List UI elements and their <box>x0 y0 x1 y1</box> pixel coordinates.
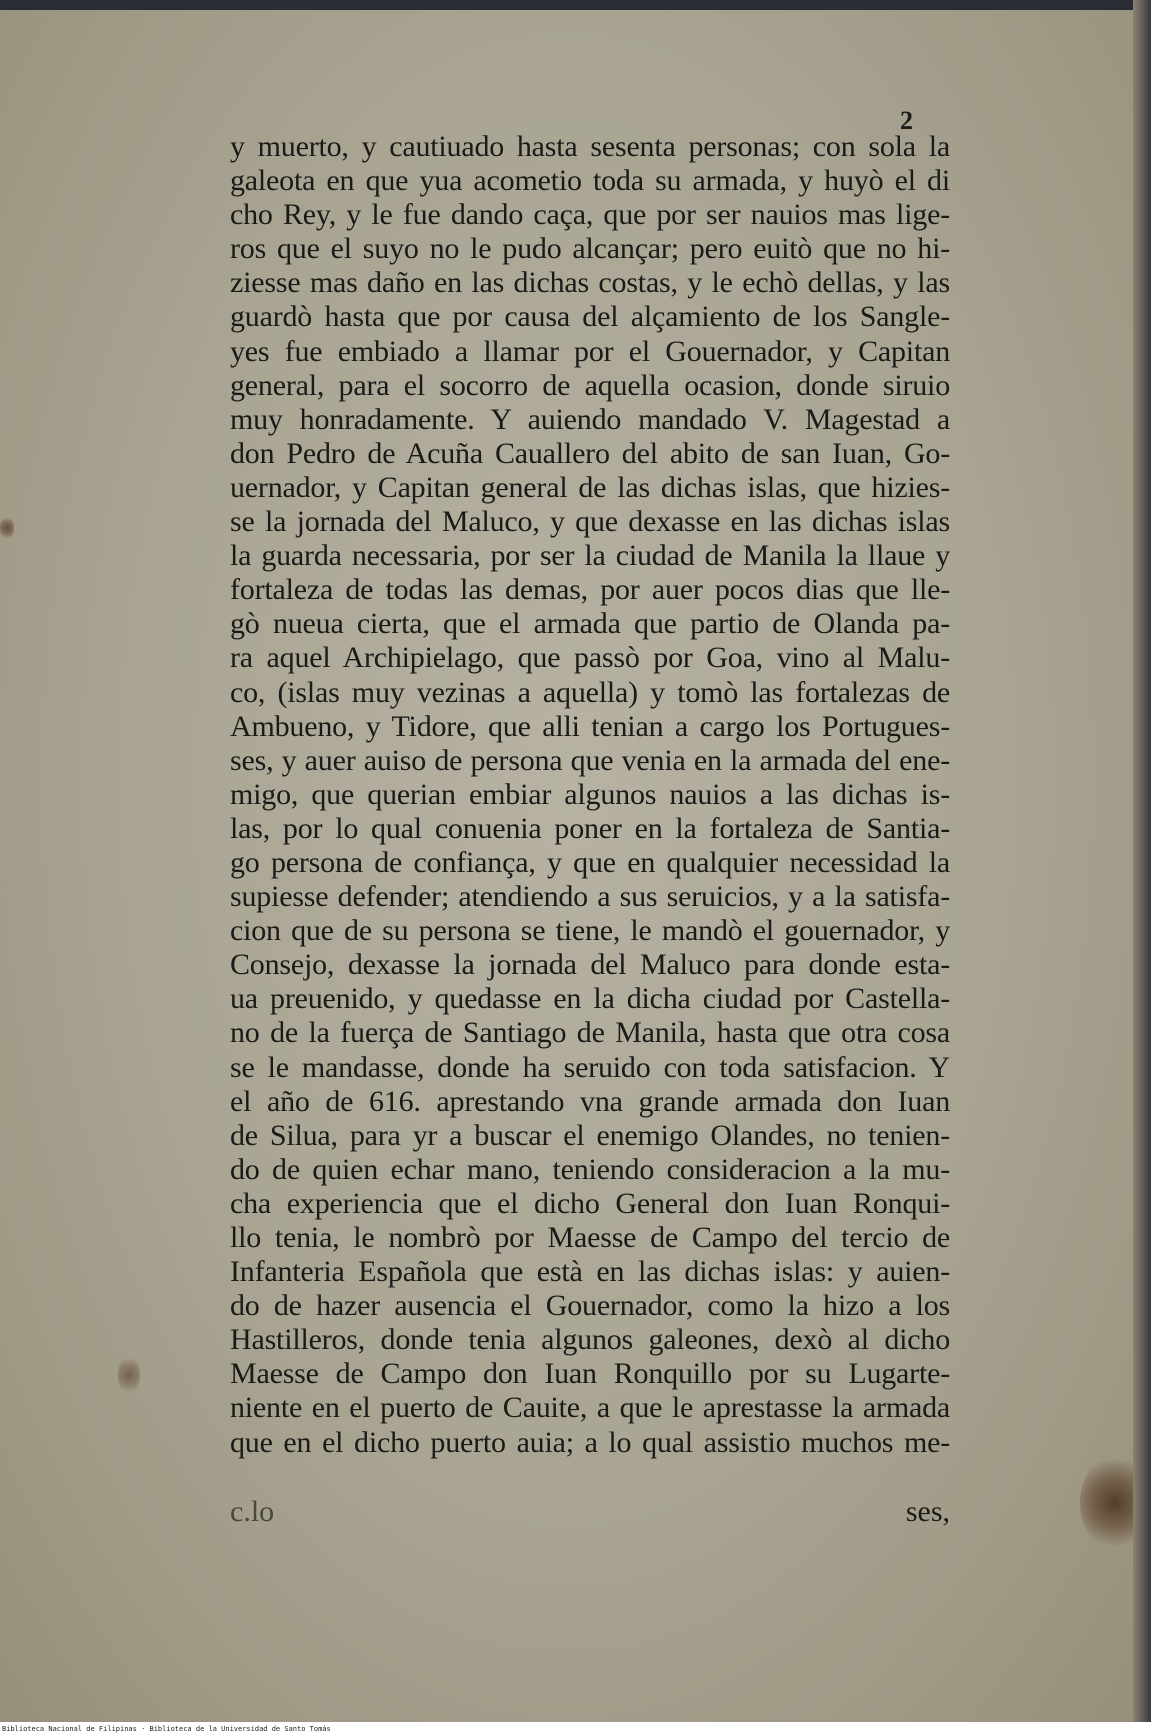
text-line: se le mandasse, donde ha seruido con toda satisfacion. Y <box>230 1050 950 1084</box>
text-line: ra aquel Archipielago, que passò por Goa, vino al Malu- <box>230 641 950 675</box>
text-line: no de la fuerça de Santiago de Manila, hasta que otra cosa <box>230 1016 950 1050</box>
text-line: Infanteria Española que està en las dichas islas: y auien- <box>230 1255 950 1289</box>
ink-stain <box>0 515 14 541</box>
text-line: fortaleza de todas las demas, por auer pocos dias que lle- <box>230 573 950 607</box>
text-line: do de quien echar mano, teniendo consideracion a la mu- <box>230 1152 950 1186</box>
text-line: llo tenia, le nombrò por Maesse de Campo del tercio de <box>230 1221 950 1254</box>
text-line: y muerto, y cautiuado hasta sesenta personas; con sola la <box>230 130 950 163</box>
body-text <box>230 130 950 1460</box>
text-line: ses, y auer auiso de persona que venia en la armada del ene- <box>230 743 950 777</box>
text-line: co, (islas muy vezinas a aquella) y tomò las fortalezas de <box>230 675 950 709</box>
text-line: se la jornada del Maluco, y que dexasse en las dichas islas <box>230 505 950 539</box>
text-line: muy honradamente. Y auiendo mandado V. Magestad a <box>230 402 950 436</box>
text-line: Maesse de Campo don Iuan Ronquillo por su Lugarte- <box>230 1357 950 1391</box>
text-line: migo, que querian embiar algunos nauios a las dichas is- <box>230 777 950 811</box>
text-line: Consejo, dexasse la jornada del Maluco para donde esta- <box>230 948 950 982</box>
scan-right-border <box>1133 0 1151 1734</box>
folio-number: 2 <box>900 106 913 135</box>
text-line: supiesse defender; atendiendo a sus seruicios, y a la satisfa- <box>230 880 950 914</box>
text-line: niente en el puerto de Cauite, a que le aprestasse la armada <box>230 1391 950 1425</box>
text-line: general, para el socorro de aquella ocasion, donde siruio <box>230 368 950 402</box>
text-line: don Pedro de Acuña Cauallero del abito de san Iuan, Go- <box>230 436 950 470</box>
text-line: cho Rey, y le fue dando caça, que por ser nauios mas lige- <box>230 198 950 232</box>
text-line: el año de 616. aprestando vna grande armada don Iuan <box>230 1084 950 1118</box>
text-line: que en el dicho puerto auia; a lo qual assistio muchos me- <box>230 1425 950 1459</box>
text-line: cion que de su persona se tiene, le mandò el gouernador, y <box>230 914 950 948</box>
text-line: guardò hasta que por causa del alçamiento de los Sangle- <box>230 300 950 334</box>
text-line: go persona de confiança, y que en qualquier necessidad la <box>230 845 950 879</box>
text-line: Hastilleros, donde tenia algunos galeones, dexò al dicho <box>230 1323 950 1357</box>
text-line: yes fue embiado a llamar por el Gouernador, y Capitan <box>230 334 950 368</box>
text-line: las, por lo qual conuenia poner en la fortaleza de Santia- <box>230 811 950 845</box>
text-line: ros que el suyo no le pudo alcançar; pero euitò que no hi- <box>230 232 950 266</box>
text-line: Ambueno, y Tidore, que alli tenian a cargo los Portugues- <box>230 709 950 743</box>
scan-footer <box>0 1722 1151 1734</box>
signature-mark: c.lo <box>230 1495 275 1528</box>
paper-sheet <box>0 10 1135 1722</box>
text-line: do de hazer ausencia el Gouernador, como la hizo a los <box>230 1289 950 1323</box>
text-line: ua preuenido, y quedasse en la dicha ciudad por Castella- <box>230 982 950 1016</box>
footer-text: Biblioteca Nacional de Filipinas · Biblioteca de la Universidad de Santo Tomás <box>2 1725 331 1733</box>
text-line: de Silua, para yr a buscar el enemigo Olandes, no tenien- <box>230 1118 950 1152</box>
text-line: uernador, y Capitan general de las dichas islas, que hizies- <box>230 470 950 504</box>
text-line: cha experiencia que el dicho General don Iuan Ronqui- <box>230 1186 950 1220</box>
ink-stain <box>118 1355 140 1395</box>
text-line: la guarda necessaria, por ser la ciudad de Manila la llaue y <box>230 539 950 573</box>
text-line: ziesse mas daño en las dichas costas, y le echò dellas, y las <box>230 266 950 300</box>
text-line: galeota en que yua acometio toda su armada, y huyò el di <box>230 164 950 198</box>
catchword: ses, <box>905 1495 950 1528</box>
catchwords-row <box>230 1495 950 1535</box>
text-line: gò nueua cierta, que el armada que partio de Olanda pa- <box>230 607 950 641</box>
